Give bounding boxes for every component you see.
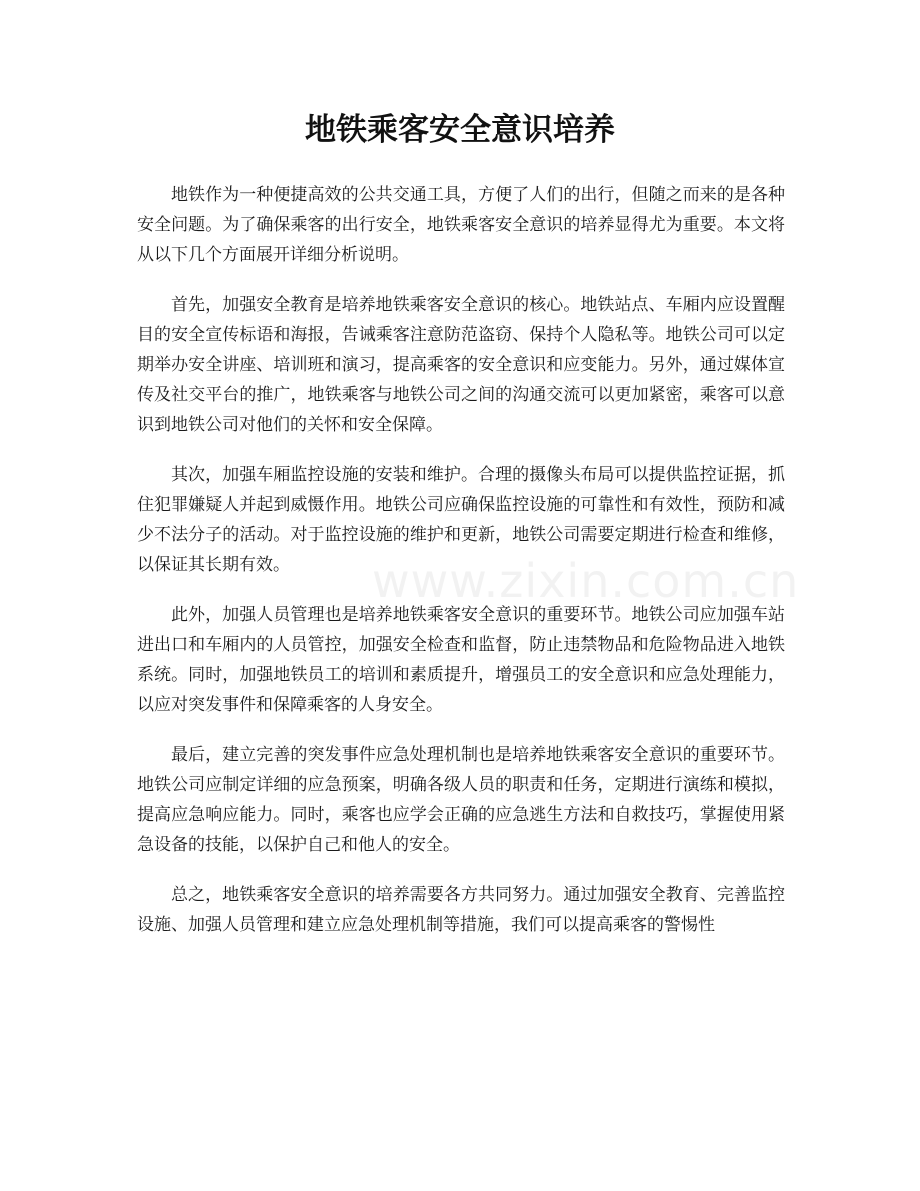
document-body	[137, 180, 785, 960]
paragraph-safety-education: 首先，加强安全教育是培养地铁乘客安全意识的核心。地铁站点、车厢内应设置醒目的安全宣传标语和海报，告诫乘客注意防范盗窃、保持个人隐私等。地铁公司可以定期举办安全讲座、培训班和演习，提高乘客的安全意识和应变能力。另外，通过媒体宣传及社交平台的推广，地铁乘客与地铁公司之间的沟通交流可以更加紧密，乘客可以意识到地铁公司对他们的关怀和安全保障。	[137, 295, 785, 435]
watermark: www.zixin.com.cn	[372, 554, 800, 608]
document-title: 地铁乘客安全意识培养	[305, 112, 615, 148]
paragraph-emergency-response: 最后，建立完善的突发事件应急处理机制也是培养地铁乘客安全意识的重要环节。地铁公司应制定详细的应急预案，明确各级人员的职责和任务，定期进行演练和模拟，提高应急响应能力。同时，乘客也应学会正确的应急逃生方法和自救技巧，掌握使用紧急设备的技能，以保护自己和他人的安全。	[137, 745, 785, 855]
paragraph-monitoring: 其次，加强车厢监控设施的安装和维护。合理的摄像头布局可以提供监控证据，抓住犯罪嫌疑人并起到威慑作用。地铁公司应确保监控设施的可靠性和有效性，预防和减少不法分子的活动。对于监控设施的维护和更新，地铁公司需要定期进行检查和维修，以保证其长期有效。	[137, 465, 785, 575]
paragraph-intro: 地铁作为一种便捷高效的公共交通工具，方便了人们的出行，但随之而来的是各种安全问题。为了确保乘客的出行安全，地铁乘客安全意识的培养显得尤为重要。本文将从以下几个方面展开详细分析说明。	[137, 185, 785, 265]
paragraph-conclusion: 总之，地铁乘客安全意识的培养需要各方共同努力。通过加强安全教育、完善监控设施、加强人员管理和建立应急处理机制等措施，我们可以提高乘客的警惕性	[137, 885, 785, 935]
paragraph-personnel-management: 此外，加强人员管理也是培养地铁乘客安全意识的重要环节。地铁公司应加强车站进出口和车厢内的人员管控，加强安全检查和监督，防止违禁物品和危险物品进入地铁系统。同时，加强地铁员工的培训和素质提升，增强员工的安全意识和应急处理能力，以应对突发事件和保障乘客的人身安全。	[137, 605, 785, 715]
